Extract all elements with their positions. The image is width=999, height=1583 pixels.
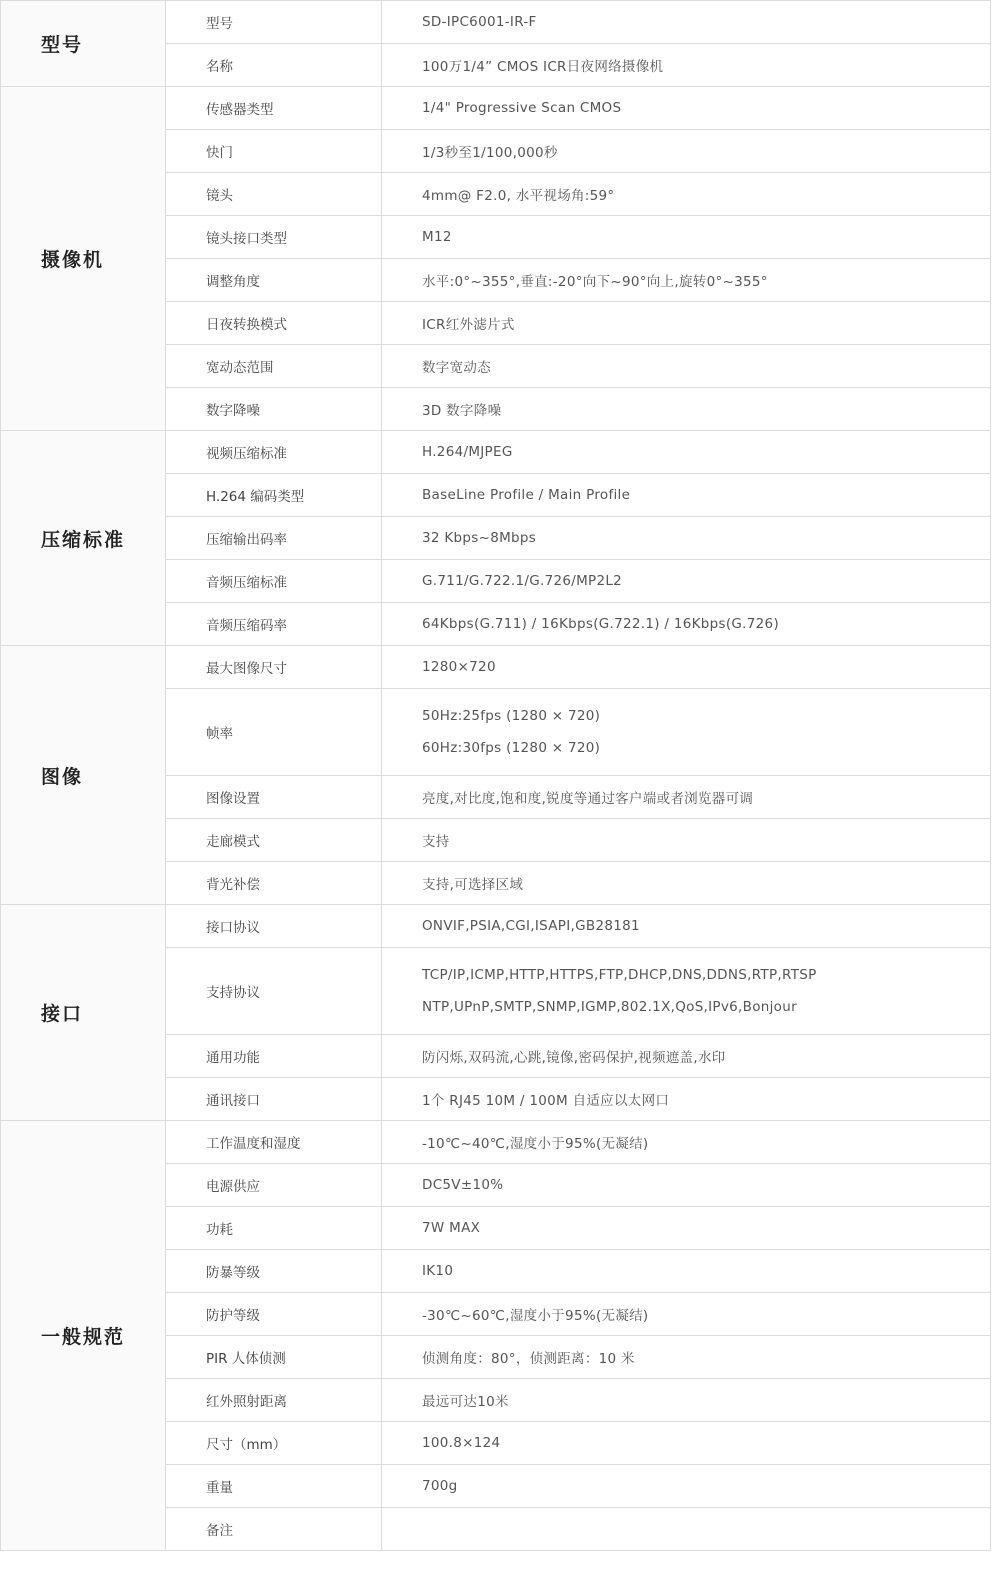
spec-value <box>382 1293 991 1336</box>
spec-value <box>382 776 991 819</box>
spec-key: 红外照射距离 <box>166 1379 382 1422</box>
spec-value <box>382 216 991 259</box>
spec-key: 功耗 <box>166 1207 382 1250</box>
spec-value <box>382 44 991 87</box>
spec-value-line: BaseLine Profile / Main Profile <box>422 487 631 503</box>
spec-value <box>382 431 991 474</box>
spec-value <box>382 1465 991 1508</box>
spec-key: 背光补偿 <box>166 862 382 905</box>
spec-value-line: 1/4" Progressive Scan CMOS <box>422 100 622 116</box>
spec-key: 帧率 <box>166 689 382 776</box>
spec-value-line: 侦测角度：80°，侦测距离：10 米 <box>422 1351 635 1367</box>
spec-value <box>382 173 991 216</box>
spec-key: 快门 <box>166 130 382 173</box>
spec-value-line: 亮度,对比度,饱和度,锐度等通过客户端或者浏览器可调 <box>422 791 754 807</box>
spec-value <box>382 646 991 689</box>
category-label: 接口 <box>1 905 166 1121</box>
spec-value <box>382 259 991 302</box>
spec-value-line: H.264/MJPEG <box>422 444 513 460</box>
spec-table-body <box>1 1 991 1551</box>
spec-value-line: 数字宽动态 <box>422 360 491 376</box>
spec-value-line: 32 Kbps~8Mbps <box>422 530 537 546</box>
spec-value-line: M12 <box>422 229 452 245</box>
spec-key: 支持协议 <box>166 948 382 1035</box>
spec-value <box>382 862 991 905</box>
spec-row <box>1 431 991 474</box>
spec-key: 备注 <box>166 1508 382 1551</box>
spec-row <box>1 1 991 44</box>
spec-value-line: TCP/IP,ICMP,HTTP,HTTPS,FTP,DHCP,DNS,DDNS,RTP,RTSP <box>422 967 817 983</box>
spec-key: 音频压缩码率 <box>166 603 382 646</box>
spec-value-line: NTP,UPnP,SMTP,SNMP,IGMP,802.1X,QoS,IPv6,Bonjour <box>422 999 797 1015</box>
spec-row <box>1 646 991 689</box>
spec-value <box>382 689 991 776</box>
spec-value <box>382 517 991 560</box>
spec-value <box>382 1508 991 1551</box>
spec-value-line: ONVIF,PSIA,CGI,ISAPI,GB28181 <box>422 918 640 934</box>
spec-value <box>382 474 991 517</box>
category-label: 压缩标准 <box>1 431 166 646</box>
spec-value-line: -30℃~60℃,湿度小于95%(无凝结) <box>422 1308 649 1324</box>
category-label: 图像 <box>1 646 166 905</box>
category-label: 摄像机 <box>1 87 166 431</box>
spec-key: 数字降噪 <box>166 388 382 431</box>
spec-value-line: 1280×720 <box>422 659 496 675</box>
spec-value-line: G.711/G.722.1/G.726/MP2L2 <box>422 573 623 589</box>
spec-key: 尺寸（mm） <box>166 1422 382 1465</box>
spec-value <box>382 345 991 388</box>
spec-value-line: 7W MAX <box>422 1220 481 1236</box>
spec-value-line: 最远可达10米 <box>422 1394 509 1410</box>
spec-value-line: 60Hz:30fps (1280 × 720) <box>422 740 601 756</box>
spec-key: 镜头接口类型 <box>166 216 382 259</box>
spec-row <box>1 87 991 130</box>
spec-value-line: 64Kbps(G.711) / 16Kbps(G.722.1) / 16Kbps(G.726) <box>422 616 780 632</box>
spec-key: 压缩输出码率 <box>166 517 382 560</box>
spec-value-line: -10℃~40℃,湿度小于95%(无凝结) <box>422 1136 649 1152</box>
spec-key: 通讯接口 <box>166 1078 382 1121</box>
spec-value <box>382 1422 991 1465</box>
spec-value <box>382 819 991 862</box>
spec-value <box>382 1078 991 1121</box>
spec-value <box>382 388 991 431</box>
spec-key: 镜头 <box>166 173 382 216</box>
spec-value-line: IK10 <box>422 1263 454 1279</box>
spec-value <box>382 905 991 948</box>
spec-value-line: SD-IPC6001-IR-F <box>422 14 537 30</box>
spec-value <box>382 603 991 646</box>
spec-value-line: 防闪烁,双码流,心跳,镜像,密码保护,视频遮盖,水印 <box>422 1050 726 1066</box>
spec-key: 传感器类型 <box>166 87 382 130</box>
spec-key: 调整角度 <box>166 259 382 302</box>
spec-key: 最大图像尺寸 <box>166 646 382 689</box>
category-label: 一般规范 <box>1 1121 166 1551</box>
spec-value <box>382 948 991 1035</box>
spec-value <box>382 302 991 345</box>
spec-value-line: 50Hz:25fps (1280 × 720) <box>422 708 601 724</box>
spec-key: 重量 <box>166 1465 382 1508</box>
spec-key: 防暴等级 <box>166 1250 382 1293</box>
spec-key: 图像设置 <box>166 776 382 819</box>
spec-value <box>382 1035 991 1078</box>
spec-key: 宽动态范围 <box>166 345 382 388</box>
spec-value-line: 4mm@ F2.0, 水平视场角:59° <box>422 188 615 204</box>
category-label: 型号 <box>1 1 166 87</box>
spec-value <box>382 1121 991 1164</box>
spec-key: 电源供应 <box>166 1164 382 1207</box>
spec-value-line: 100万1/4” CMOS ICR日夜网络摄像机 <box>422 59 664 75</box>
spec-key: 工作温度和湿度 <box>166 1121 382 1164</box>
spec-value-line: 1个 RJ45 10M / 100M 自适应以太网口 <box>422 1093 670 1109</box>
spec-key: 接口协议 <box>166 905 382 948</box>
spec-key: 名称 <box>166 44 382 87</box>
spec-value <box>382 1336 991 1379</box>
spec-key: PIR 人体侦测 <box>166 1336 382 1379</box>
spec-key: 型号 <box>166 1 382 44</box>
spec-value-line: 支持,可选择区域 <box>422 877 524 893</box>
spec-value-line: ICR红外滤片式 <box>422 317 515 333</box>
spec-row <box>1 905 991 948</box>
spec-key: 视频压缩标准 <box>166 431 382 474</box>
spec-key: H.264 编码类型 <box>166 474 382 517</box>
spec-key: 通用功能 <box>166 1035 382 1078</box>
spec-row <box>1 1121 991 1164</box>
spec-value <box>382 560 991 603</box>
spec-value <box>382 1164 991 1207</box>
spec-value-line: 1/3秒至1/100,000秒 <box>422 145 558 161</box>
spec-value-line: 700g <box>422 1478 458 1494</box>
spec-value <box>382 87 991 130</box>
spec-value <box>382 130 991 173</box>
spec-value <box>382 1 991 44</box>
spec-value-line: 100.8×124 <box>422 1435 501 1451</box>
spec-value-line: 水平:0°~355°,垂直:-20°向下~90°向上,旋转0°~355° <box>422 274 768 290</box>
spec-value-line: DC5V±10% <box>422 1177 504 1193</box>
spec-key: 日夜转换模式 <box>166 302 382 345</box>
spec-value <box>382 1207 991 1250</box>
spec-value-line: 支持 <box>422 834 450 850</box>
spec-value <box>382 1250 991 1293</box>
spec-key: 防护等级 <box>166 1293 382 1336</box>
spec-value <box>382 1379 991 1422</box>
spec-value-line: 3D 数字降噪 <box>422 403 502 419</box>
spec-key: 音频压缩标准 <box>166 560 382 603</box>
spec-key: 走廊模式 <box>166 819 382 862</box>
